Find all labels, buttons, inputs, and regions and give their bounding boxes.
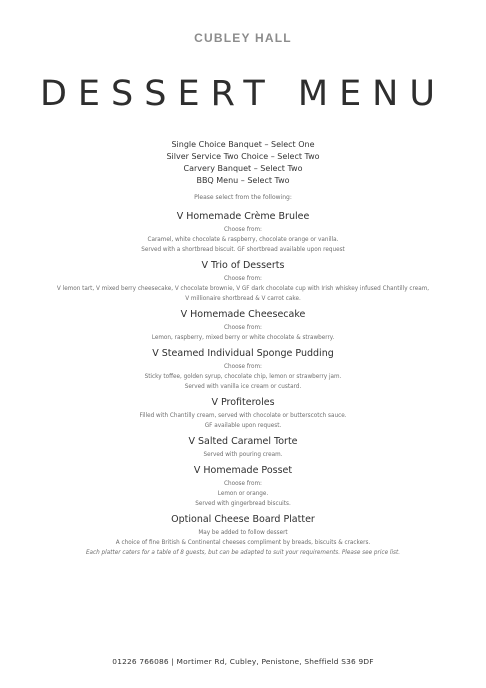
dessert-detail: V millionaire shortbread & V carrot cake. [185,296,301,302]
dessert-title: V Profiteroles [211,397,275,408]
dessert-detail: Choose from: [224,325,262,331]
dessert-title: V Homemade Posset [193,465,293,476]
dessert-detail: V lemon tart, V mixed berry cheesecake, V chocolate brownie, V GF dark chocolate cup with Irish whiskey infused Chantilly cream, [56,286,430,292]
dessert-section [0,259,486,304]
dessert-detail: GF available upon request. [204,423,282,429]
brand-name: CUBLEY HALL [194,31,292,45]
package-option: Silver Service Two Choice – Select Two [166,152,320,161]
dessert-section [0,347,486,392]
package-option: Single Choice Banquet – Select One [171,140,315,149]
package-options [0,139,486,187]
dessert-detail: May be added to follow dessert [198,530,288,536]
dessert-detail: Each platter caters for a table of 8 guests, but can be adapted to suit your requirements. Please see price list. [85,550,401,556]
dessert-sections [0,210,486,562]
dessert-title: V Salted Caramel Torte [188,436,298,447]
footer-contact: 01226 766086 | Mortimer Rd, Cubley, Penistone, Sheffield S36 9DF [112,657,374,666]
package-option: BBQ Menu – Select Two [196,176,290,185]
dessert-detail: A choice of fine British & Continental cheeses compliment by breads, biscuits & crackers. [115,540,371,546]
dessert-detail: Caramel, white chocolate & raspberry, chocolate orange or vanilla. [147,237,339,243]
dessert-detail: Choose from: [224,364,262,370]
dessert-detail: Choose from: [224,481,262,487]
dessert-detail: Served with gingerbread biscuits. [195,501,291,507]
package-option: Carvery Banquet – Select Two [183,164,303,173]
dessert-title: V Trio of Desserts [201,260,285,271]
dessert-detail: Sticky toffee, golden syrup, chocolate chip, lemon or strawberry jam. [144,374,342,380]
dessert-detail: Served with vanilla ice cream or custard. [184,384,302,390]
dessert-title: V Homemade Crème Brulee [176,211,310,222]
dessert-section [0,464,486,509]
dessert-detail: Choose from: [224,276,262,282]
dessert-detail: Choose from: [224,227,262,233]
intro-text: Please select from the following: [194,194,292,201]
dessert-title: Optional Cheese Board Platter [171,514,315,525]
dessert-detail: Filled with Chantilly cream, served with chocolate or butterscotch sauce. [139,413,347,419]
dessert-detail: Lemon, raspberry, mixed berry or white chocolate & strawberry. [151,335,335,341]
dessert-section [0,308,486,343]
dessert-detail: Served with pouring cream. [203,452,283,458]
dessert-section [0,435,486,460]
dessert-section [0,513,486,558]
dessert-section [0,210,486,255]
dessert-title: V Homemade Cheesecake [180,309,306,320]
dessert-detail: Served with a shortbread biscuit. GF shortbread available upon request [141,247,345,253]
dessert-section [0,396,486,431]
page-title: DESSERT MENU [39,74,446,114]
dessert-title: V Steamed Individual Sponge Pudding [152,348,334,359]
dessert-detail: Lemon or orange. [217,491,269,497]
